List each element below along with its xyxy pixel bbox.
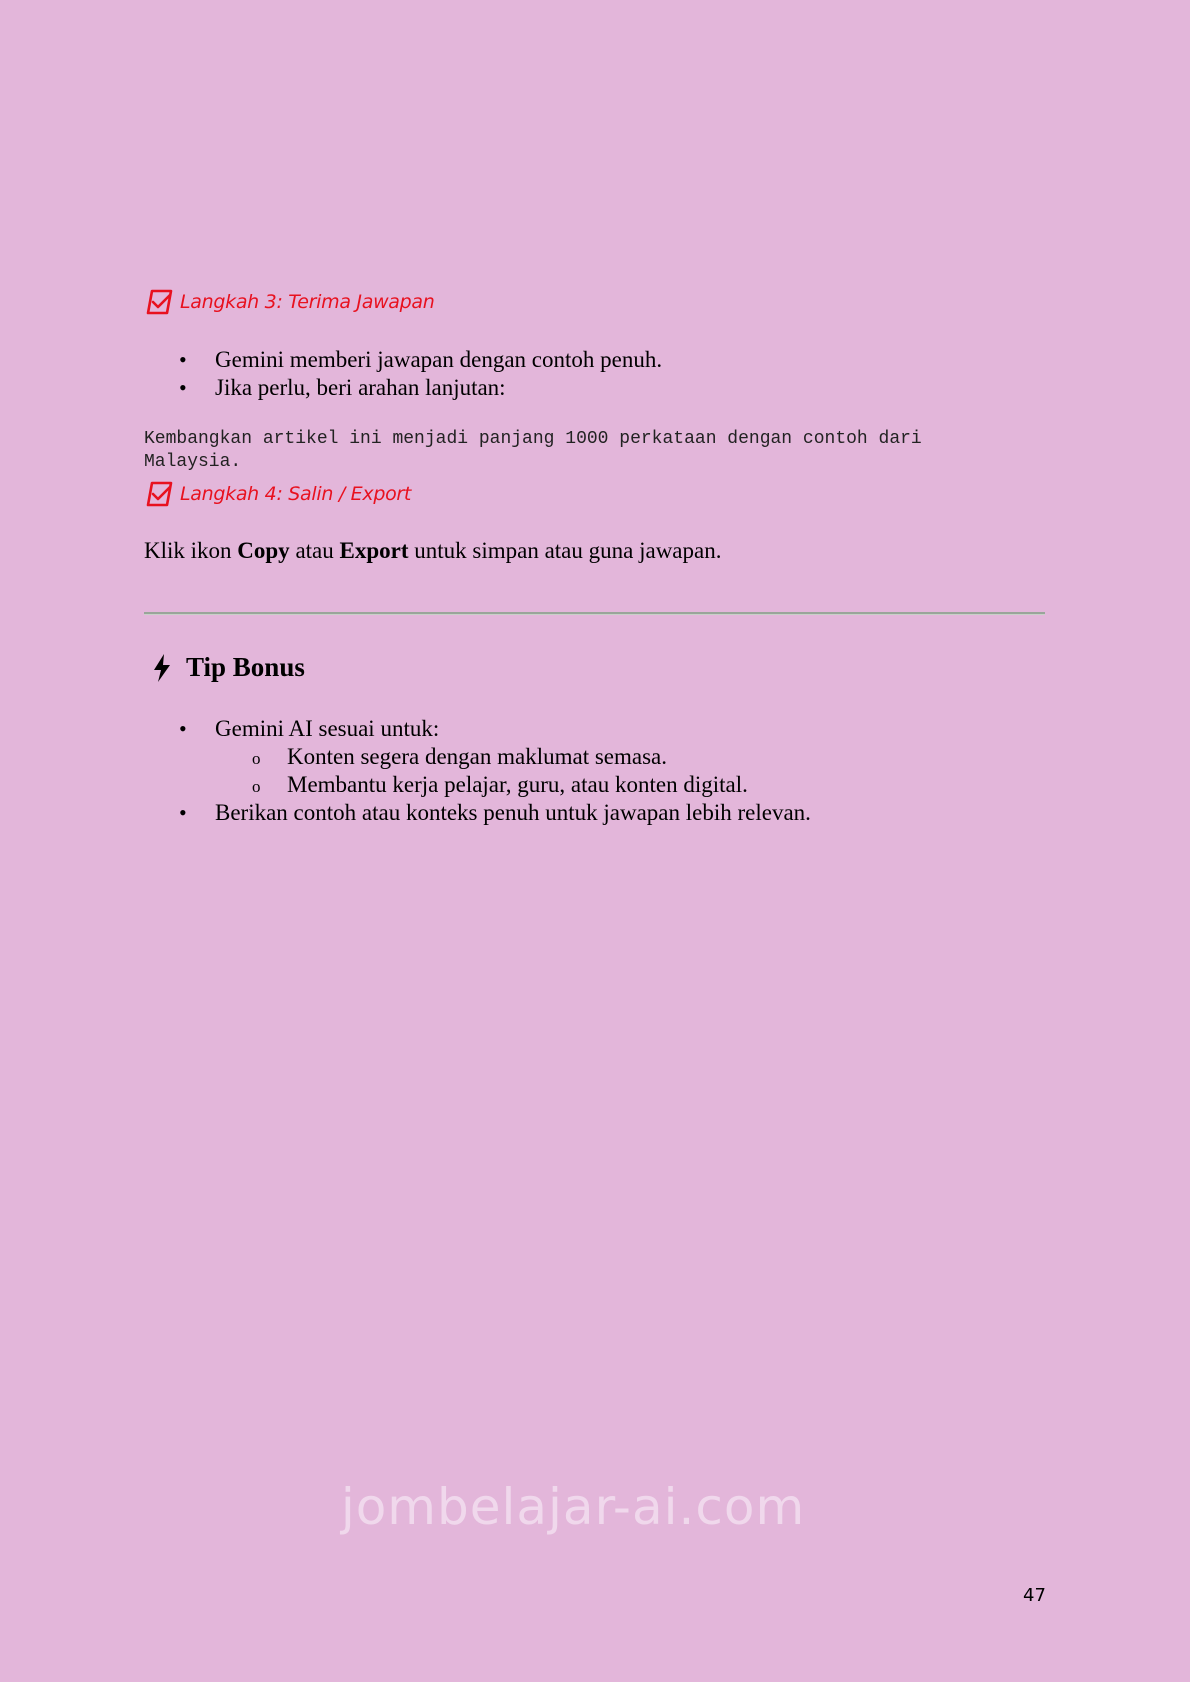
para-text: untuk simpan atau guna jawapan.: [408, 538, 722, 563]
export-label: Export: [339, 538, 409, 563]
tip-sublist: [215, 743, 811, 799]
step-4-heading-text: Langkah 4: Salin / Export: [180, 483, 412, 505]
page-number: 47: [1023, 1585, 1046, 1606]
list-item: • Berikan contoh atau konteks penuh untuk jawapan lebih relevan.: [0, 799, 811, 827]
tip-bonus-heading: [152, 652, 305, 683]
tip-bonus-heading-text: Tip Bonus: [186, 652, 305, 682]
horizontal-divider: [144, 612, 1045, 615]
sub-list-item: o Konten segera dengan maklumat semasa.: [215, 743, 811, 771]
checkbox-check-icon: [146, 289, 174, 315]
list-item: • Jika perlu, beri arahan lanjutan:: [0, 374, 662, 402]
lightning-bolt-icon: [152, 653, 172, 683]
watermark: jombelajar-ai.com: [340, 1478, 806, 1536]
para-text: Klik ikon: [144, 538, 238, 563]
step-3-heading: [146, 289, 435, 315]
copy-label: Copy: [237, 538, 290, 563]
para-text: atau: [289, 538, 340, 563]
code-prompt: Kembangkan artikel ini menjadi panjang 1000 perkataan dengan contoh dari Malaysia.: [144, 429, 933, 472]
step-4-heading: [146, 481, 411, 507]
tip-list: [0, 715, 811, 827]
list-item: • Gemini memberi jawapan dengan contoh penuh.: [0, 346, 662, 374]
list-item: [0, 715, 811, 799]
list-item-text: Gemini AI sesuai untuk:: [215, 716, 440, 741]
step-3-heading-text: Langkah 3: Terima Jawapan: [180, 291, 435, 313]
sub-list-item: o Membantu kerja pelajar, guru, atau konten digital.: [215, 771, 811, 799]
step-3-list: [0, 346, 662, 402]
step-4-paragraph: [144, 538, 721, 564]
checkbox-check-icon: [146, 481, 174, 507]
